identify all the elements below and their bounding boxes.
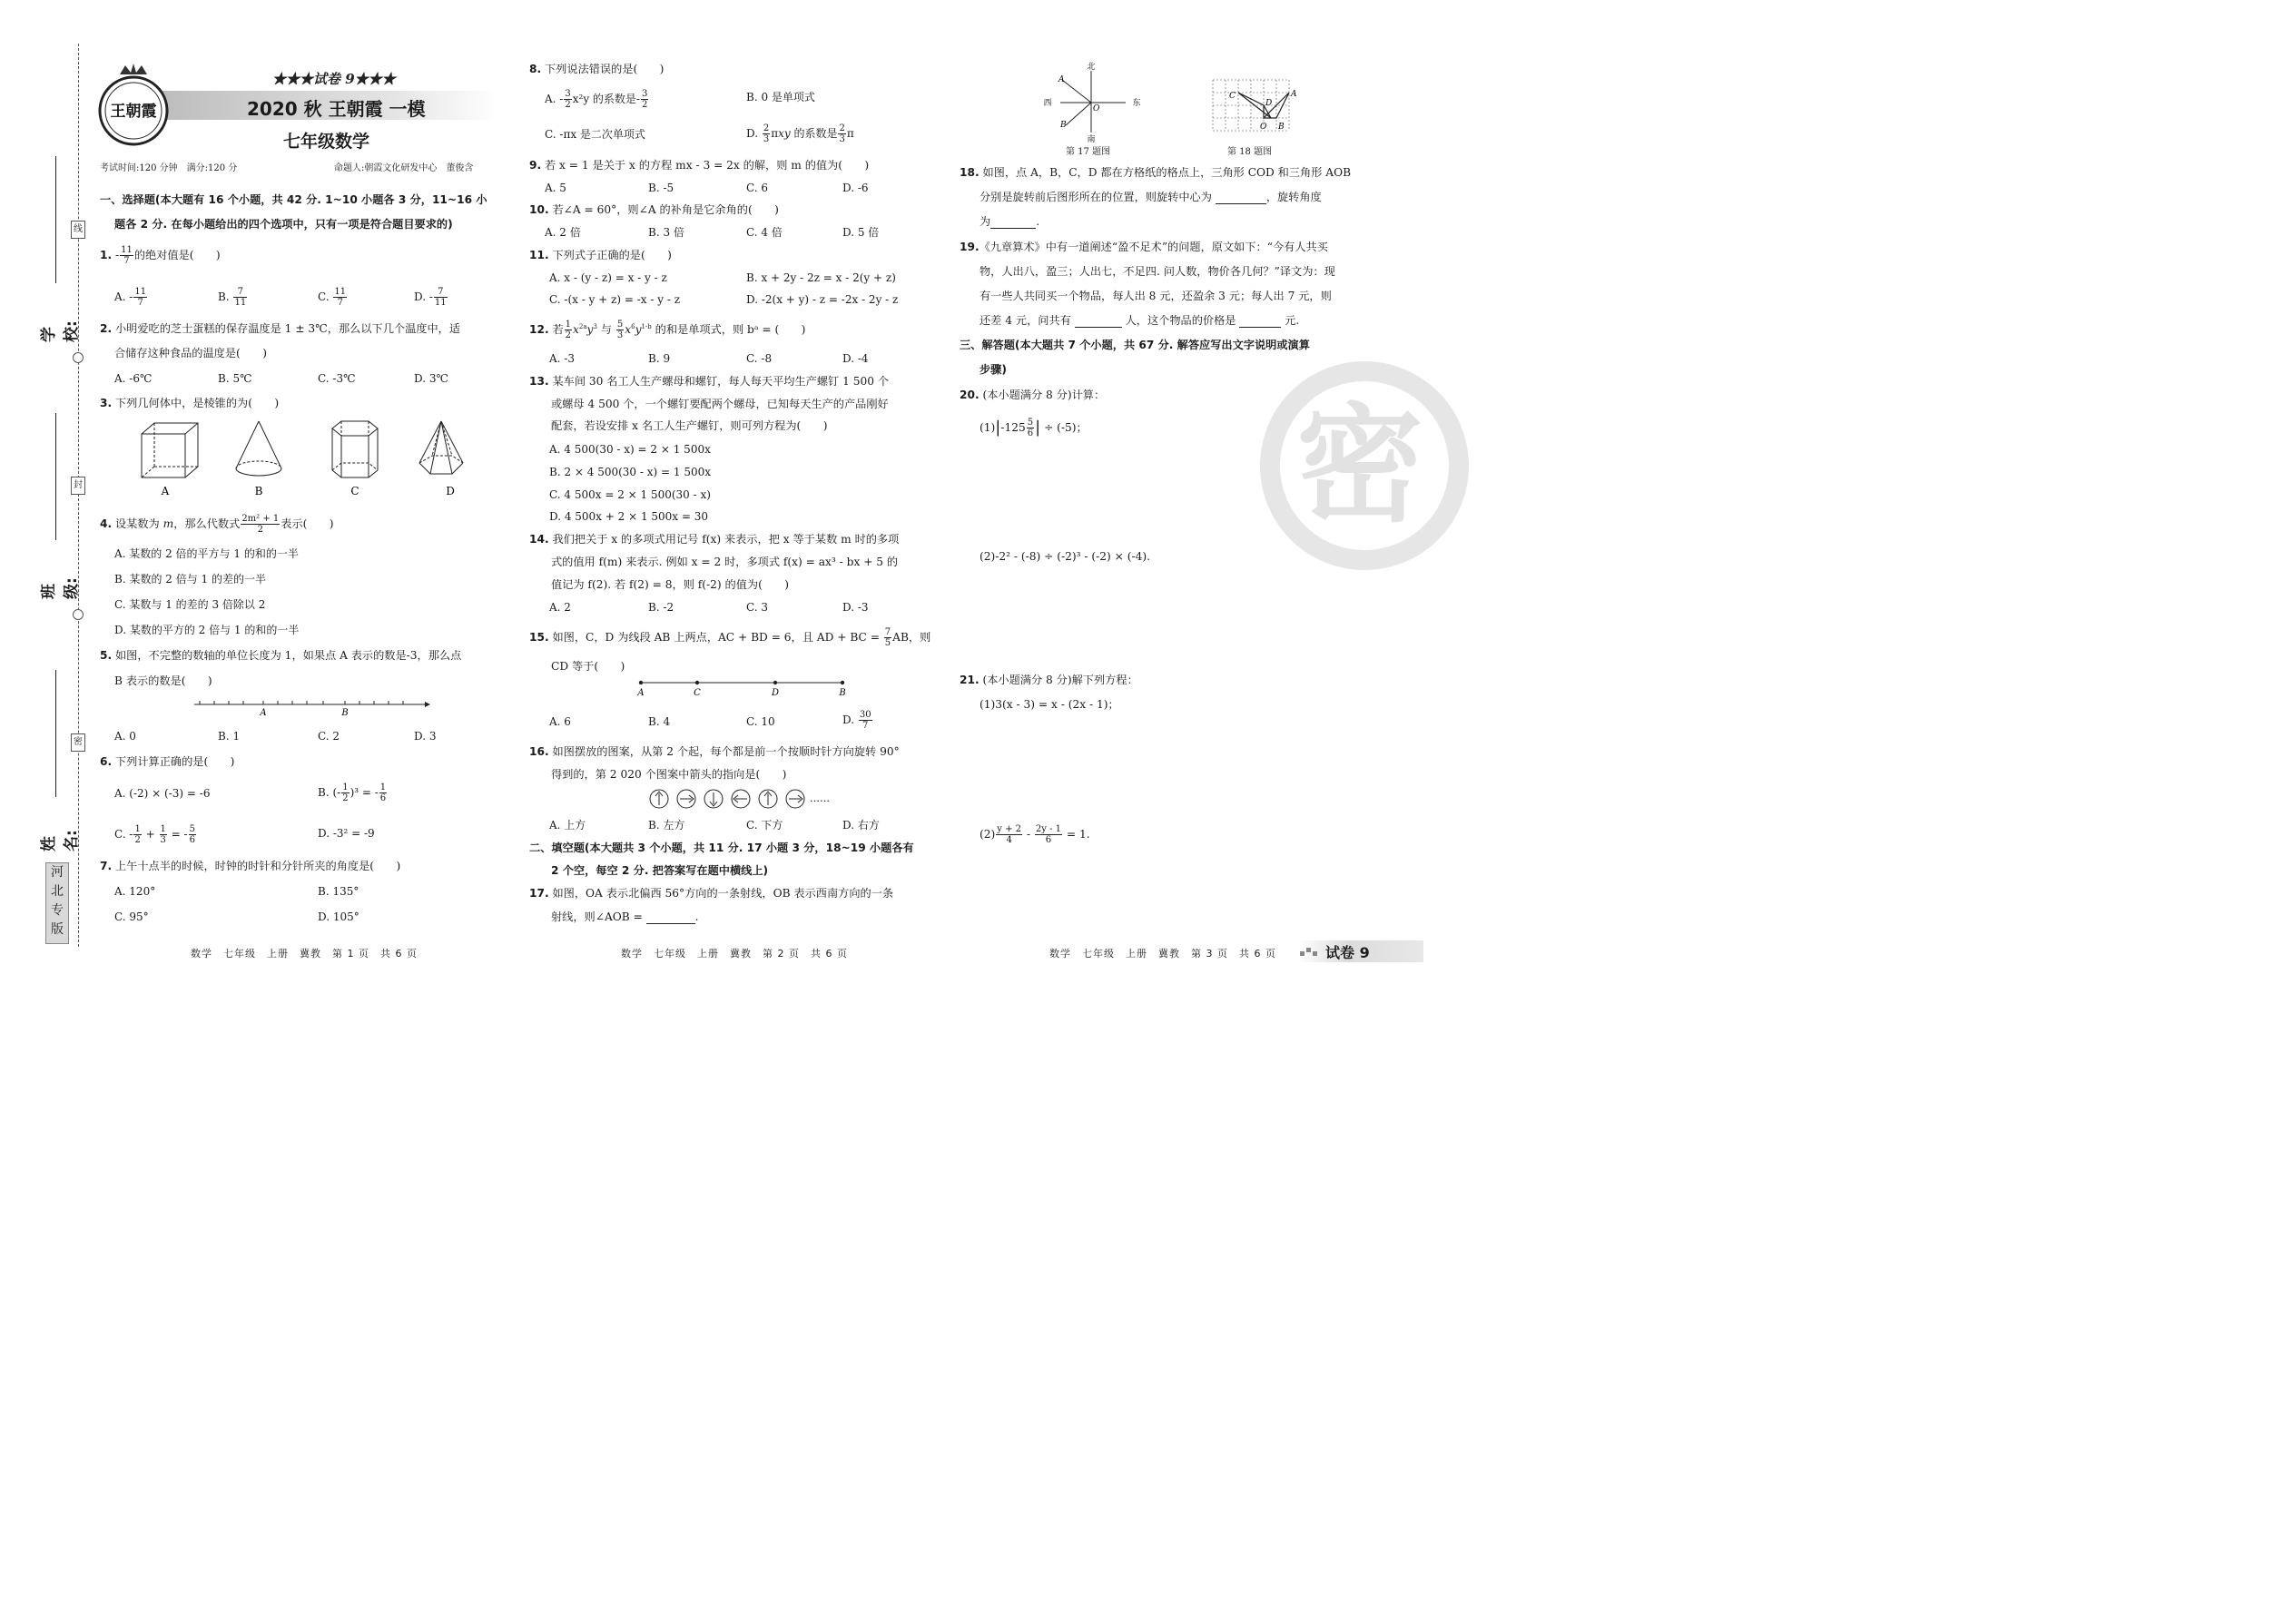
q6-option-a[interactable]: A. (-2) × (-3) = -6: [114, 787, 211, 800]
q1-option-d[interactable]: D. - $\frac{7}{11}$: [414, 287, 447, 308]
fig18-point-b: B: [1278, 123, 1285, 132]
q20-stem: 20. (本小题满分 8 分)计算：: [960, 389, 1106, 401]
q4-option-b[interactable]: B. 某数的 2 倍与 1 的差的一半: [114, 573, 266, 586]
q16-ellipsis: ……: [810, 792, 830, 804]
q6-option-b[interactable]: B. (- $\frac{1}{2}$ )³ = - $\frac{1}{6}$: [318, 782, 387, 803]
q14-option-a[interactable]: A. 2: [549, 601, 571, 614]
q2-stem-1: 2. 小明爱吃的芝士蛋糕的保存温度是 1 ± 3℃，那么以下几个温度中，适: [100, 322, 461, 335]
q4-option-c[interactable]: C. 某数与 1 的差的 3 倍除以 2: [114, 598, 266, 611]
q10-option-c[interactable]: C. 4 倍: [746, 226, 783, 239]
q21-part1: (1)3(x - 3) = x - (2x - 1)；: [980, 698, 1119, 711]
school-label: 学校:: [40, 320, 81, 342]
q7-option-d[interactable]: D. 105°: [318, 910, 359, 923]
q19-stem-1: 19.《九章算术》中有一道阐述“盈不足术”的问题，原文如下：“今有人共买: [960, 241, 1328, 253]
q13-stem-3: 配套，若设安排 x 名工人生产螺钉，则可列方程为( ): [551, 419, 828, 432]
section2-title-1: 二、填空题(本大题共 3 个小题，共 11 分. 17 小题 3 分，18~19 小题各有: [529, 842, 914, 854]
q16-stem-2: 得到的，第 2 020 个图案中箭头的指向是( ): [551, 768, 787, 781]
binding-dashed-line: [78, 44, 79, 947]
q7-option-a[interactable]: A. 120°: [114, 885, 156, 898]
brand-logo: [94, 62, 172, 149]
q12-option-c[interactable]: C. -8: [746, 352, 773, 365]
q5-point-a: A: [260, 708, 267, 718]
q18-stem-2: 分别是旋转前后图形所在的位置，则旋转中心为 ，旋转角度: [980, 191, 1322, 203]
q20-part1: (1)|-125 $\frac{5}{6}$ | ÷ (-5)；: [980, 418, 1088, 438]
q1-option-a[interactable]: A. - $\frac{11}{7}$: [114, 287, 147, 308]
q19-stem-4: 还差 4 元，问共有 人，这个物品的价格是 元.: [980, 314, 1300, 327]
q13-option-a[interactable]: A. 4 500(30 - x) = 2 × 1 500x: [549, 443, 711, 456]
fig18-caption: 第 18 题图: [1227, 147, 1273, 157]
q19-people-blank[interactable]: [1075, 316, 1122, 328]
q4-option-a[interactable]: A. 某数的 2 倍的平方与 1 的和的一半: [114, 547, 299, 560]
subject-title: 七年级数学: [283, 132, 370, 152]
q8-option-b[interactable]: B. 0 是单项式: [746, 91, 815, 103]
q11-option-b[interactable]: B. x + 2y - 2z = x - 2(y + z): [746, 271, 896, 284]
q10-option-b[interactable]: B. 3 倍: [648, 226, 684, 239]
q16-option-a[interactable]: A. 上方: [549, 819, 586, 832]
q17-answer-blank[interactable]: [646, 912, 695, 924]
seal-mark-feng: 封: [71, 477, 85, 495]
page-footer-1: 数学 七年级 上册 冀教 第 1 页 共 6 页: [191, 948, 418, 960]
q2-option-c[interactable]: C. -3℃: [318, 372, 356, 385]
q5-stem-1: 5. 如图，不完整的数轴的单位长度为 1，如果点 A 表示的数是-3，那么点: [100, 649, 462, 662]
q3-stem: 3. 下列几何体中，是棱锥的为( ): [100, 397, 280, 409]
section3-title-1: 三、解答题(本大题共 7 个小题，共 67 分. 解答应写出文字说明或演算: [960, 339, 1310, 351]
section1-title-1: 一、选择题(本大题有 16 个小题，共 42 分. 1~10 小题各 3 分，11~16 小: [100, 193, 487, 206]
q16-option-d[interactable]: D. 右方: [842, 819, 880, 832]
q17-stem-1: 17. 如图，OA 表示北偏西 56°方向的一条射线，OB 表示西南方向的一条: [529, 887, 894, 900]
q3-solids-figure: [127, 416, 490, 499]
q5-number-line: [191, 695, 436, 723]
fig17-compass-diagram: [1035, 60, 1149, 143]
q15-point-d: D: [771, 688, 780, 698]
fig17-caption: 第 17 题图: [1066, 147, 1111, 157]
q1-option-b[interactable]: B. $\frac{7}{11}$: [218, 287, 247, 308]
q13-option-c[interactable]: C. 4 500x = 2 × 1 500(30 - x): [549, 488, 711, 501]
q3-label-b: B: [254, 485, 263, 497]
q3-label-a: A: [161, 485, 170, 497]
q14-option-d[interactable]: D. -3: [842, 601, 869, 614]
q11-option-a[interactable]: A. x - (y - z) = x - y - z: [549, 271, 667, 284]
q18-stem-1: 18. 如图，点 A，B，C，D 都在方格纸的格点上，三角形 COD 和三角形 AOB: [960, 166, 1352, 179]
hexagonal-prism-shape: [332, 421, 378, 477]
binding-hole-2: [73, 609, 84, 620]
class-label: 班级:: [40, 577, 81, 599]
q7-option-c[interactable]: C. 95°: [114, 910, 149, 923]
edition-badge: 河 北 专 版: [45, 862, 69, 944]
fig17-north: 北: [1087, 63, 1096, 72]
q16-stem-1: 16. 如图摆放的图案，从第 2 个起，每个都是前一个按顺时针方向旋转 90°: [529, 745, 900, 758]
q4-stem: 4. 设某数为 m，那么代数式 $\frac{\text{2m² + 1}}{2}$ 表示( ): [100, 514, 334, 535]
exam-title: 2020 秋 王朝霞 一模: [247, 98, 426, 120]
watermark-char: 密: [1296, 392, 1424, 540]
q2-option-a[interactable]: A. -6℃: [114, 372, 153, 385]
q19-stem-3: 有一些人共同买一个物品，每人出 8 元，还盈余 3 元；每人出 7 元，则: [980, 290, 1332, 302]
q5-point-b: B: [341, 708, 349, 718]
exam-info: 考试时间:120 分钟 满分:120 分: [100, 163, 238, 173]
q19-price-blank[interactable]: [1239, 316, 1281, 328]
author-info: 命题人:朝霞文化研发中心 董俊含: [334, 163, 474, 173]
q18-angle-blank[interactable]: [990, 217, 1036, 229]
section1-title-2: 题各 2 分. 在每小题给出的四个选项中，只有一项是符合题目要求的): [114, 218, 453, 231]
section3-title-2: 步骤): [980, 363, 1007, 376]
page-footer-3: 数学 七年级 上册 冀教 第 3 页 共 6 页: [1049, 948, 1276, 960]
q14-stem-2: 式的值用 f(m) 来表示. 例如 x = 2 时，多项式 f(x) = ax³ - bx + 5 的: [551, 556, 899, 568]
q21-part2: (2) $\frac{y + 2}{4}$ - $\frac{2y - 1}{6}$ = 1.: [980, 824, 1090, 845]
q7-option-b[interactable]: B. 135°: [318, 885, 359, 898]
q16-arrow-pattern: [648, 788, 830, 810]
q6-stem: 6. 下列计算正确的是( ): [100, 755, 235, 768]
q7-stem: 7. 上午十点半的时候，时钟的时针和分针所夹的角度是( ): [100, 860, 401, 872]
q6-option-d[interactable]: D. -3² = -9: [318, 827, 375, 840]
q15-option-c[interactable]: C. 10: [746, 715, 775, 728]
q3-label-c: C: [350, 485, 359, 497]
q15-point-a: A: [637, 688, 645, 698]
school-field[interactable]: [40, 156, 81, 342]
fig18-point-a: A: [1291, 90, 1297, 99]
q13-stem-1: 13. 某车间 30 名工人生产螺母和螺钉，每人每天平均生产螺钉 1 500 个: [529, 375, 890, 388]
q1-stem: 1. - $\frac{11}{7}$ 的绝对值是( ): [100, 245, 221, 266]
fig17-point-o: O: [1093, 104, 1100, 113]
q5-option-b[interactable]: B. 1: [218, 730, 241, 743]
q15-option-d[interactable]: D. $\frac{30}{7}$: [842, 710, 871, 731]
q9-option-b[interactable]: B. -5: [648, 182, 674, 194]
q8-option-d[interactable]: D. $\frac{2}{3}$ πxy 的系数是 $\frac{2}{3}$ π: [746, 123, 854, 144]
paper-tag: ★★★试卷 9★★★: [272, 71, 396, 87]
q12-option-b[interactable]: B. 9: [648, 352, 671, 365]
binding-hole-1: [73, 352, 84, 363]
fig17-point-a: A: [1058, 75, 1065, 84]
q10-option-d[interactable]: D. 5 倍: [842, 226, 880, 239]
q5-option-c[interactable]: C. 2: [318, 730, 340, 743]
q11-option-d[interactable]: D. -2(x + y) - z = -2x - 2y - z: [746, 293, 899, 306]
q9-option-d[interactable]: D. -6: [842, 182, 869, 194]
q18-stem-3: 为 .: [980, 215, 1040, 228]
seal-mark-xian: 线: [71, 221, 85, 239]
q21-stem: 21. (本小题满分 8 分)解下列方程：: [960, 674, 1138, 686]
q11-option-c[interactable]: C. -(x - y + z) = -x - y - z: [549, 293, 681, 306]
fig18-point-o: O: [1260, 123, 1267, 132]
q18-center-blank[interactable]: [1216, 192, 1266, 204]
q6-option-c[interactable]: C. - $\frac{1}{2}$ + $\frac{1}{3}$ = - $\frac{5}{6}$: [114, 824, 195, 845]
q13-stem-2: 或螺母 4 500 个，一个螺钉要配两个螺母，已知每天生产的产品刚好: [551, 398, 889, 410]
logo-text: 王朝霞: [110, 103, 157, 121]
fig17-west: 西: [1043, 99, 1052, 108]
fig18-grid-diagram: [1211, 78, 1302, 134]
q9-option-a[interactable]: A. 5: [545, 182, 566, 194]
cube-shape: [142, 423, 198, 477]
q19-stem-2: 物，人出八，盈三；人出七，不足四. 问人数，物价各几何？”译文为：现: [980, 265, 1335, 278]
q12-option-d[interactable]: D. -4: [842, 352, 869, 365]
q13-option-b[interactable]: B. 2 × 4 500(30 - x) = 1 500x: [549, 466, 712, 478]
q20-part2: (2)-2² - (-8) ÷ (-2)³ - (-2) × (-4).: [980, 550, 1150, 563]
q2-stem-2: 合储存这种食品的温度是( ): [114, 347, 267, 359]
fig17-south: 南: [1087, 135, 1096, 143]
name-field[interactable]: [40, 670, 81, 851]
q15-point-c: C: [694, 688, 701, 698]
q14-option-b[interactable]: B. -2: [648, 601, 674, 614]
q15-option-b[interactable]: B. 4: [648, 715, 671, 728]
seal-mark-mi: 密: [71, 733, 85, 752]
q2-option-d[interactable]: D. 3℃: [414, 372, 448, 385]
q15-stem-1: 15. 如图，C，D 为线段 AB 上两点，AC + BD = 6，且 AD + BC = $\frac{7}{5}$ AB，则: [529, 627, 931, 648]
q9-option-c[interactable]: C. 6: [746, 182, 769, 194]
q16-option-b[interactable]: B. 左方: [648, 819, 685, 832]
q15-segment-figure: [632, 675, 855, 699]
q4-option-d[interactable]: D. 某数的平方的 2 倍与 1 的和的一半: [114, 624, 300, 636]
page-footer-2: 数学 七年级 上册 冀教 第 2 页 共 6 页: [621, 948, 848, 960]
q14-stem-3: 值记为 f(2). 若 f(2) = 8，则 f(-2) 的值为( ): [551, 578, 789, 591]
q17-stem-2: 射线，则∠AOB = .: [551, 910, 699, 923]
fig17-point-b: B: [1060, 121, 1067, 130]
q8-option-a[interactable]: A. - $\frac{3}{2}$ x²y 的系数是- $\frac{3}{2}$: [545, 89, 648, 110]
pyramid-shape: [419, 421, 463, 474]
q12-stem: 12. 若 $\frac{1}{2}$ $x^{2a}y^3$ 与 $\frac{5}{3}$ $x^6y^{1-b}$ 的和是单项式，则 bᵃ = ( ): [529, 320, 806, 341]
q15-stem-2: CD 等于( ): [551, 660, 625, 673]
q9-stem: 9. 若 x = 1 是关于 x 的方程 mx - 3 = 2x 的解，则 m 的值为( ): [529, 159, 870, 172]
q3-label-d: D: [446, 485, 455, 497]
fig18-point-d: D: [1265, 99, 1273, 108]
class-field[interactable]: [40, 413, 81, 599]
q12-option-a[interactable]: A. -3: [549, 352, 575, 365]
corner-tag: 试卷 9: [1325, 944, 1370, 961]
q8-stem: 8. 下列说法错误的是( ): [529, 63, 665, 75]
q10-option-a[interactable]: A. 2 倍: [545, 226, 581, 239]
q14-option-c[interactable]: C. 3: [746, 601, 769, 614]
q5-option-d[interactable]: D. 3: [414, 730, 437, 743]
q5-stem-2: B 表示的数是( ): [114, 674, 212, 687]
q15-point-b: B: [839, 688, 846, 698]
q15-option-a[interactable]: A. 6: [549, 715, 571, 728]
cone-shape: [236, 421, 281, 476]
q11-stem: 11. 下列式子正确的是( ): [529, 249, 672, 261]
section2-title-2: 2 个空，每空 2 分. 把答案写在题中横线上): [551, 864, 769, 877]
fig18-point-c: C: [1229, 92, 1236, 101]
q8-option-c[interactable]: C. -πx 是二次单项式: [545, 128, 645, 141]
corner-dots: [1300, 948, 1318, 957]
name-label: 姓名:: [40, 830, 81, 851]
q16-option-c[interactable]: C. 下方: [746, 819, 783, 832]
q13-option-d[interactable]: D. 4 500x + 2 × 1 500x = 30: [549, 510, 709, 523]
q10-stem: 10. 若∠A = 60°，则∠A 的补角是它余角的( ): [529, 203, 779, 216]
fig17-east: 东: [1132, 99, 1141, 108]
q2-option-b[interactable]: B. 5℃: [218, 372, 252, 385]
q1-option-c[interactable]: C. $\frac{11}{7}$: [318, 287, 347, 308]
q5-option-a[interactable]: A. 0: [114, 730, 136, 743]
confidential-watermark: [1260, 361, 1469, 570]
q14-stem-1: 14. 我们把关于 x 的多项式用记号 f(x) 来表示，把 x 等于某数 m 时的多项: [529, 533, 900, 546]
